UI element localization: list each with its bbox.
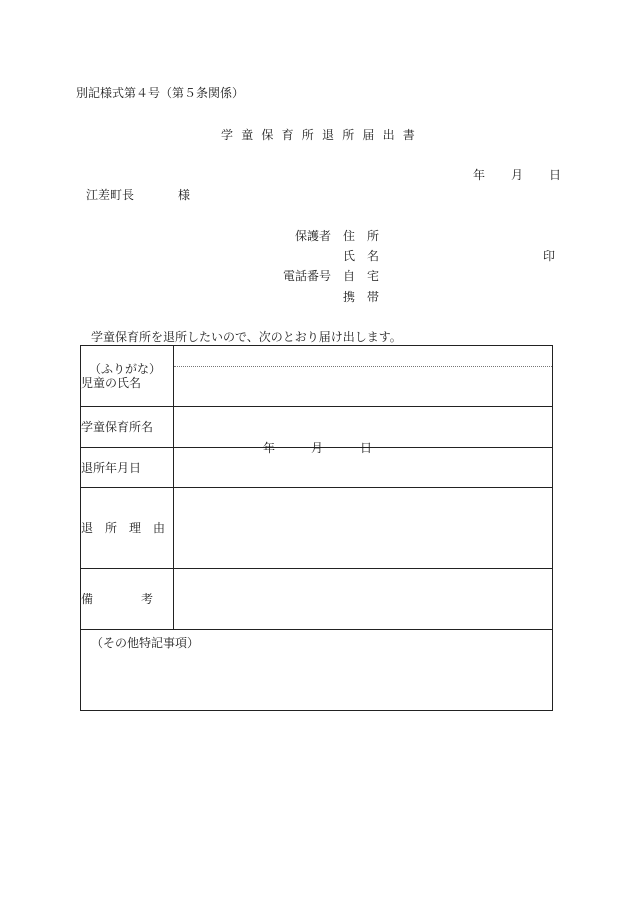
mobile-phone-label: 携 帯: [343, 290, 380, 304]
child-name-row: [81, 346, 553, 407]
withdrawal-date-row: [81, 448, 553, 488]
remarks-field[interactable]: [174, 569, 553, 630]
child-name-field[interactable]: [174, 346, 553, 407]
seal-mark: 印: [543, 249, 556, 263]
phone-label: 電話番号: [283, 269, 332, 283]
document-title: 学童保育所退所届出書: [221, 128, 424, 142]
withdrawal-date-field[interactable]: [174, 441, 553, 488]
intro-text: 学童保育所を退所したいので、次のとおり届け出します。: [91, 330, 402, 344]
guardian-label: 保護者: [295, 229, 332, 243]
reason-field[interactable]: [174, 488, 553, 569]
day-label: 日: [549, 168, 562, 182]
withdrawal-day-label: 日: [360, 441, 373, 455]
other-notes-label: （その他特記事項）: [91, 636, 200, 650]
recipient-name: 江差町長: [86, 188, 135, 202]
withdrawal-month-label: 月: [311, 441, 324, 455]
name-label: 氏 名: [343, 249, 380, 263]
year-label: 年: [473, 168, 486, 182]
withdrawal-form-table: [80, 345, 553, 711]
child-name-label: 児童の氏名: [81, 376, 142, 390]
facility-label: 学童保育所名: [81, 407, 174, 448]
other-notes-field[interactable]: [81, 630, 553, 711]
remarks-row: [81, 569, 553, 630]
reason-row: [81, 488, 553, 569]
remarks-label: 備 考: [81, 569, 174, 630]
recipient: [86, 188, 190, 202]
furigana-label: （ふりがな）: [89, 362, 162, 376]
submission-date: [473, 168, 561, 182]
month-label: 月: [511, 168, 524, 182]
address-label: 住 所: [343, 229, 380, 243]
recipient-honorific: 様: [178, 188, 191, 202]
home-phone-label: 自 宅: [343, 269, 380, 283]
reason-label: 退 所 理 由: [81, 488, 174, 569]
withdrawal-date-label: 退所年月日: [81, 448, 174, 488]
child-name-label-cell: [81, 346, 174, 407]
form-number: 別記様式第４号（第５条関係）: [76, 86, 245, 100]
other-notes-row: [81, 630, 553, 711]
furigana-field[interactable]: [174, 346, 552, 367]
withdrawal-year-label: 年: [263, 441, 276, 455]
